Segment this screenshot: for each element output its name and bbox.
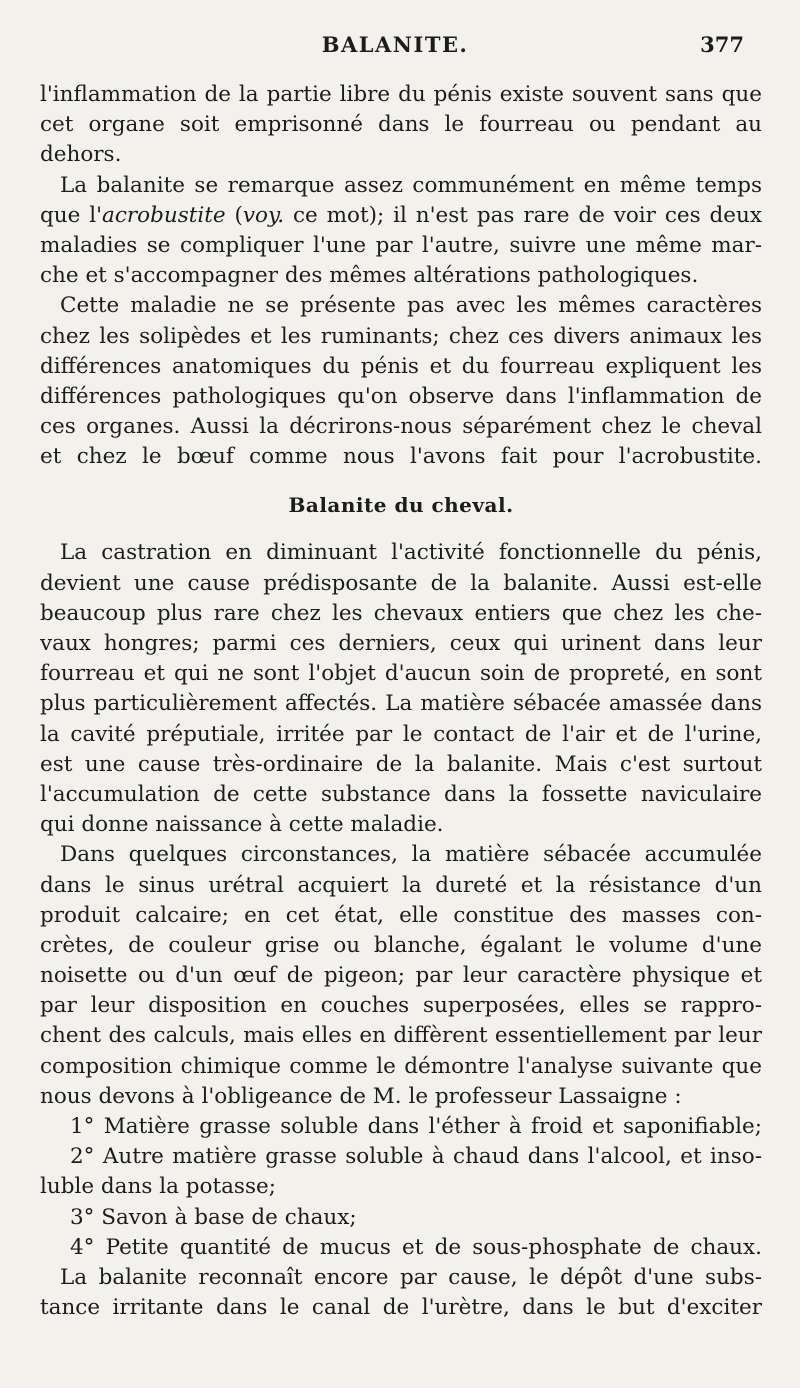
text-line: devient une cause prédisposante de la balanite. Aussi est-elle — [40, 570, 762, 596]
text-line: beaucoup plus rare chez les chevaux entiers que chez les che- — [40, 600, 762, 626]
text-line: maladies se compliquer l'une par l'autre, suivre une même mar- — [40, 232, 762, 258]
analysis-list — [40, 1112, 762, 1263]
italic-term: acrobustite — [102, 202, 226, 228]
text-line: nous devons à l'obligeance de M. le professeur Lassaigne : — [40, 1083, 682, 1109]
text-line: vaux hongres; parmi ces derniers, ceux qui urinent dans leur — [40, 631, 762, 656]
text-line: La balanite se remarque assez communément en même temps — [60, 172, 762, 198]
text-line: Dans quelques circonstances, la matière sébacée accumulée — [60, 842, 762, 868]
section-heading: Balanite du cheval. — [288, 493, 514, 518]
text-line: Cette maladie ne se présente pas avec les mêmes caractères — [60, 293, 762, 319]
text-line: La castration en diminuant l'activité fonctionnelle du pénis, — [60, 540, 762, 566]
paragraph — [40, 291, 762, 472]
text-line: tance irritante dans le canal de l'urètre, dans le but d'exciter — [40, 1295, 762, 1321]
running-title: BALANITE. — [321, 32, 469, 57]
body-text — [40, 80, 762, 1323]
text-line: produit calcaire; en cet état, elle constitue des masses con- — [40, 902, 762, 928]
list-item: 4° Petite quantité de mucus et de sous-phosphate de chaux. — [70, 1234, 762, 1260]
text-line: différences pathologiques qu'on observe dans l'inflammation de — [40, 383, 762, 409]
text-line: La balanite reconnaît encore par cause, le dépôt d'une subs- — [60, 1264, 762, 1290]
text-line: composition chimique comme le démontre l'analyse suivante que — [40, 1053, 762, 1079]
text-line: dans le sinus urétral acquiert la dureté et la résistance d'un — [40, 872, 762, 898]
text-line: la cavité préputiale, irritée par le contact de l'air et de l'urine, — [40, 721, 762, 747]
text-line: fourreau et qui ne sont l'objet d'aucun soin de propreté, en sont — [40, 661, 762, 687]
text-line: qui donne naissance à cette maladie. — [40, 812, 444, 838]
paragraph — [40, 171, 762, 292]
paragraph — [40, 538, 762, 840]
text-line: est une cause très-ordinaire de la balanite. Mais c'est surtout — [40, 751, 762, 777]
text-line: dehors. — [40, 142, 122, 168]
text-line: cet organe soit emprisonné dans le fourreau ou pendant au — [40, 112, 762, 138]
page-number: 377 — [700, 32, 744, 57]
text-line: che et s'accompagner des mêmes altérations pathologiques. — [40, 263, 699, 289]
list-item-continuation: luble dans la potasse; — [40, 1174, 276, 1200]
text-line: noisette ou d'un œuf de pigeon; par leur caractère physique et — [40, 963, 762, 989]
paragraph — [40, 840, 762, 1112]
text-line: l'accumulation de cette substance dans la fossette naviculaire — [40, 781, 762, 807]
text-line: et chez le bœuf comme nous l'avons fait pour l'acrobustite. — [40, 444, 762, 470]
running-head — [40, 32, 750, 62]
text-line: par leur disposition en couches superposées, elles se rappro- — [40, 993, 762, 1019]
text-line: plus particulièrement affectés. La matière sébacée amassée dans — [40, 691, 762, 717]
list-item: 1° Matière grasse soluble dans l'éther à froid et saponifiable; — [70, 1114, 762, 1139]
text-line: ces organes. Aussi la décrirons-nous séparément chez le cheval — [40, 414, 762, 440]
list-item: 2° Autre matière grasse soluble à chaud dans l'alcool, et inso- — [70, 1144, 762, 1170]
text-line: l'inflammation de la partie libre du pénis existe souvent sans que — [40, 82, 762, 107]
list-item: 3° Savon à base de chaux; — [70, 1204, 357, 1230]
paragraph — [40, 1263, 762, 1323]
text-line: chez les solipèdes et les ruminants; chez ces divers animaux les — [40, 323, 762, 349]
text-line: différences anatomiques du pénis et du fourreau expliquent les — [40, 353, 762, 379]
paragraph — [40, 80, 762, 171]
italic-term: voy. — [242, 202, 285, 228]
text-line: que l'acrobustite (voy. ce mot); il n'est pas rare de voir ces deux — [40, 202, 762, 228]
text-line: crètes, de couleur grise ou blanche, égalant le volume d'une — [40, 932, 762, 958]
text-line: chent des calculs, mais elles en diffèrent essentiellement par leur — [40, 1023, 762, 1049]
